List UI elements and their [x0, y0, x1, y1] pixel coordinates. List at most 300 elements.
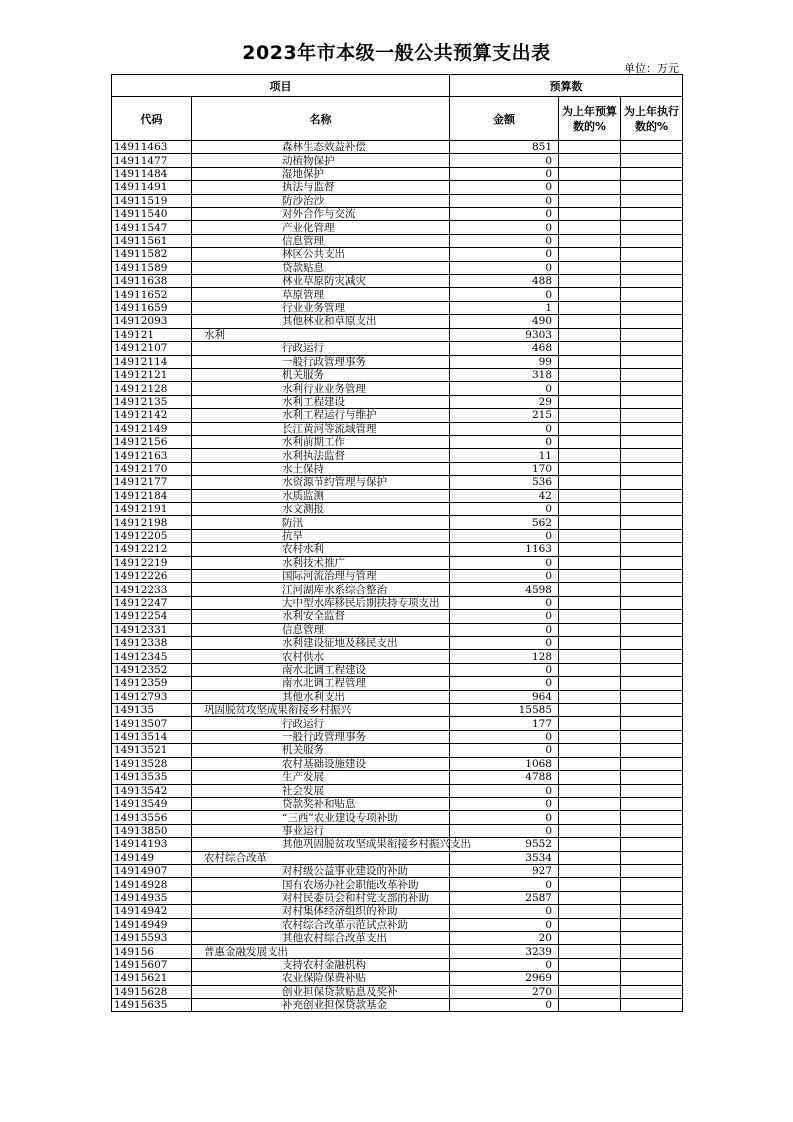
table-row: [112, 945, 683, 958]
table-row: [112, 395, 683, 408]
row-amount: 11: [450, 449, 559, 462]
row-amount: 99: [450, 355, 559, 368]
row-amount: 0: [450, 677, 559, 690]
row-name: 农村综合改革示范试点补助: [192, 918, 450, 931]
row-amount: 536: [450, 476, 559, 489]
row-pct-prev-budget: [559, 355, 621, 368]
table-row: [112, 583, 683, 596]
row-code: 14912352: [112, 663, 192, 676]
row-name: 行业业务管理: [192, 301, 450, 314]
row-pct-prev-actual: [621, 462, 683, 475]
table-row: [112, 985, 683, 998]
row-amount: 0: [450, 208, 559, 221]
row-pct-prev-budget: [559, 382, 621, 395]
row-pct-prev-budget: [559, 985, 621, 998]
row-pct-prev-budget: [559, 462, 621, 475]
row-code: 14915593: [112, 931, 192, 944]
row-name: 水质监测: [192, 489, 450, 502]
row-code: 14913556: [112, 811, 192, 824]
row-code: 14912170: [112, 462, 192, 475]
row-pct-prev-budget: [559, 516, 621, 529]
row-amount: 0: [450, 663, 559, 676]
row-pct-prev-actual: [621, 677, 683, 690]
row-name: 水资源节约管理与保护: [192, 476, 450, 489]
row-amount: 1: [450, 301, 559, 314]
row-pct-prev-budget: [559, 596, 621, 609]
row-amount: 468: [450, 342, 559, 355]
row-code: 14911463: [112, 141, 192, 154]
row-amount: 215: [450, 409, 559, 422]
table-row: [112, 690, 683, 703]
row-name: 行政运行: [192, 717, 450, 730]
row-pct-prev-actual: [621, 529, 683, 542]
row-pct-prev-actual: [621, 167, 683, 180]
row-amount: 4788: [450, 771, 559, 784]
row-pct-prev-budget: [559, 771, 621, 784]
row-pct-prev-budget: [559, 838, 621, 851]
row-pct-prev-actual: [621, 275, 683, 288]
table-row: [112, 167, 683, 180]
row-code: 14911491: [112, 181, 192, 194]
row-name: 水文测报: [192, 502, 450, 515]
row-amount: 0: [450, 824, 559, 837]
row-code: 14915621: [112, 972, 192, 985]
row-amount: 0: [450, 502, 559, 515]
table-row: [112, 301, 683, 314]
table-row: [112, 275, 683, 288]
table-body: [112, 141, 683, 1012]
row-amount: 0: [450, 261, 559, 274]
row-pct-prev-actual: [621, 154, 683, 167]
row-pct-prev-actual: [621, 449, 683, 462]
table-row: [112, 194, 683, 207]
table-row: [112, 368, 683, 381]
row-pct-prev-budget: [559, 489, 621, 502]
row-code: 14912107: [112, 342, 192, 355]
row-amount: 0: [450, 288, 559, 301]
table-row: [112, 221, 683, 234]
row-amount: 0: [450, 730, 559, 743]
row-amount: 562: [450, 516, 559, 529]
row-name: 对外合作与交流: [192, 208, 450, 221]
row-pct-prev-actual: [621, 208, 683, 221]
row-amount: 0: [450, 154, 559, 167]
row-pct-prev-budget: [559, 181, 621, 194]
header-amount: 金额: [450, 97, 559, 141]
row-pct-prev-budget: [559, 824, 621, 837]
row-name: 水土保持: [192, 462, 450, 475]
row-name: 国际河流治理与管理: [192, 570, 450, 583]
row-pct-prev-budget: [559, 234, 621, 247]
row-name: 贷款贴息: [192, 261, 450, 274]
row-code: 14915635: [112, 999, 192, 1012]
row-code: 14912198: [112, 516, 192, 529]
row-amount: 851: [450, 141, 559, 154]
table-row: [112, 476, 683, 489]
row-name: 水利建设征地及移民支出: [192, 637, 450, 650]
row-pct-prev-budget: [559, 502, 621, 515]
table-row: [112, 435, 683, 448]
row-pct-prev-budget: [559, 141, 621, 154]
row-pct-prev-actual: [621, 931, 683, 944]
row-amount: 42: [450, 489, 559, 502]
row-code: 14914935: [112, 891, 192, 904]
row-pct-prev-budget: [559, 556, 621, 569]
row-name: 国有农场办社会职能改革补助: [192, 878, 450, 891]
row-pct-prev-budget: [559, 878, 621, 891]
row-name: 贷款奖补和贴息: [192, 797, 450, 810]
row-name: 创业担保贷款贴息及奖补: [192, 985, 450, 998]
table-row: [112, 704, 683, 717]
row-pct-prev-actual: [621, 301, 683, 314]
row-code: 14912163: [112, 449, 192, 462]
row-name: 水利工程运行与维护: [192, 409, 450, 422]
row-code: 14913850: [112, 824, 192, 837]
row-name: 一般行政管理事务: [192, 355, 450, 368]
row-code: 14912793: [112, 690, 192, 703]
table-row: [112, 824, 683, 837]
row-code: 14912093: [112, 315, 192, 328]
row-amount: 1163: [450, 543, 559, 556]
row-amount: 0: [450, 596, 559, 609]
row-pct-prev-budget: [559, 342, 621, 355]
row-amount: 0: [450, 958, 559, 971]
row-pct-prev-actual: [621, 355, 683, 368]
table-row: [112, 771, 683, 784]
row-pct-prev-actual: [621, 945, 683, 958]
row-pct-prev-actual: [621, 248, 683, 261]
row-pct-prev-budget: [559, 704, 621, 717]
row-name: 农村综合改革: [192, 851, 450, 864]
row-pct-prev-budget: [559, 328, 621, 341]
table-row: [112, 905, 683, 918]
row-pct-prev-budget: [559, 717, 621, 730]
row-amount: 0: [450, 637, 559, 650]
row-code: 14912359: [112, 677, 192, 690]
table-row: [112, 663, 683, 676]
row-pct-prev-budget: [559, 368, 621, 381]
row-amount: 0: [450, 570, 559, 583]
row-pct-prev-budget: [559, 301, 621, 314]
row-code: 14912184: [112, 489, 192, 502]
row-code: 14915607: [112, 958, 192, 971]
table-row: [112, 342, 683, 355]
row-pct-prev-actual: [621, 141, 683, 154]
table-row: [112, 677, 683, 690]
table-row: [112, 261, 683, 274]
row-pct-prev-budget: [559, 167, 621, 180]
table-row: [112, 288, 683, 301]
row-amount: 0: [450, 194, 559, 207]
row-pct-prev-budget: [559, 449, 621, 462]
row-pct-prev-actual: [621, 811, 683, 824]
row-name: 南水北调工程建设: [192, 663, 450, 676]
row-pct-prev-budget: [559, 154, 621, 167]
table-row: [112, 422, 683, 435]
row-amount: 0: [450, 784, 559, 797]
row-pct-prev-actual: [621, 502, 683, 515]
row-pct-prev-budget: [559, 945, 621, 958]
row-pct-prev-actual: [621, 972, 683, 985]
row-pct-prev-actual: [621, 824, 683, 837]
row-pct-prev-actual: [621, 596, 683, 609]
row-pct-prev-budget: [559, 422, 621, 435]
row-pct-prev-budget: [559, 248, 621, 261]
row-code: 14912345: [112, 650, 192, 663]
row-amount: 0: [450, 422, 559, 435]
table-row: [112, 744, 683, 757]
row-code: 14912254: [112, 610, 192, 623]
row-name: 农村基础设施建设: [192, 757, 450, 770]
row-name: 产业化管理: [192, 221, 450, 234]
page-title: 2023年市本级一般公共预算支出表: [242, 42, 551, 64]
table-row: [112, 234, 683, 247]
row-amount: 0: [450, 918, 559, 931]
row-pct-prev-actual: [621, 864, 683, 877]
table-row: [112, 838, 683, 851]
row-pct-prev-budget: [559, 891, 621, 904]
row-code: 14912135: [112, 395, 192, 408]
row-name: 防汛: [192, 516, 450, 529]
row-pct-prev-actual: [621, 985, 683, 998]
row-name: 其他水利支出: [192, 690, 450, 703]
table-row: [112, 409, 683, 422]
row-name: 林区公共支出: [192, 248, 450, 261]
row-amount: 0: [450, 234, 559, 247]
row-pct-prev-budget: [559, 610, 621, 623]
row-pct-prev-budget: [559, 999, 621, 1012]
row-code: 14911589: [112, 261, 192, 274]
row-code: 14912205: [112, 529, 192, 542]
row-pct-prev-budget: [559, 476, 621, 489]
row-name: 对村集体经济组织的补助: [192, 905, 450, 918]
table-row: [112, 931, 683, 944]
row-amount: 270: [450, 985, 559, 998]
row-pct-prev-actual: [621, 717, 683, 730]
table-row: [112, 958, 683, 971]
header-name: 名称: [192, 97, 450, 141]
row-name: 水利安全监督: [192, 610, 450, 623]
row-amount: 0: [450, 529, 559, 542]
row-pct-prev-budget: [559, 663, 621, 676]
row-code: 14912191: [112, 502, 192, 515]
row-name: 事业运行: [192, 824, 450, 837]
row-code: 14912247: [112, 596, 192, 609]
row-code: 14914942: [112, 905, 192, 918]
row-name: 行政运行: [192, 342, 450, 355]
row-name: 水利: [192, 328, 450, 341]
row-pct-prev-actual: [621, 570, 683, 583]
row-name: “三西”农业建设专项补助: [192, 811, 450, 824]
row-pct-prev-budget: [559, 409, 621, 422]
row-pct-prev-actual: [621, 704, 683, 717]
row-pct-prev-actual: [621, 342, 683, 355]
row-code: 14911477: [112, 154, 192, 167]
row-code: 14911519: [112, 194, 192, 207]
row-code: 14913542: [112, 784, 192, 797]
row-pct-prev-budget: [559, 315, 621, 328]
row-pct-prev-budget: [559, 275, 621, 288]
row-code: 14913549: [112, 797, 192, 810]
row-pct-prev-actual: [621, 181, 683, 194]
row-pct-prev-actual: [621, 395, 683, 408]
table-row: [112, 717, 683, 730]
row-pct-prev-budget: [559, 931, 621, 944]
row-name: 动植物保护: [192, 154, 450, 167]
row-name: 生产发展: [192, 771, 450, 784]
table-row: [112, 610, 683, 623]
row-code: 149156: [112, 945, 192, 958]
table-row: [112, 449, 683, 462]
row-name: 对村级公益事业建设的补助: [192, 864, 450, 877]
row-amount: 1068: [450, 757, 559, 770]
row-code: 14912142: [112, 409, 192, 422]
row-pct-prev-actual: [621, 905, 683, 918]
table-row: [112, 757, 683, 770]
row-amount: 20: [450, 931, 559, 944]
row-amount: 0: [450, 221, 559, 234]
row-pct-prev-actual: [621, 543, 683, 556]
row-code: 14911484: [112, 167, 192, 180]
row-name: 机关服务: [192, 368, 450, 381]
row-name: 湿地保护: [192, 167, 450, 180]
row-pct-prev-budget: [559, 529, 621, 542]
row-pct-prev-actual: [621, 382, 683, 395]
row-name: 其他林业和草原支出: [192, 315, 450, 328]
row-pct-prev-actual: [621, 261, 683, 274]
row-pct-prev-actual: [621, 757, 683, 770]
row-amount: 0: [450, 744, 559, 757]
row-code: 149135: [112, 704, 192, 717]
row-pct-prev-actual: [621, 409, 683, 422]
row-pct-prev-budget: [559, 208, 621, 221]
row-name: 水利前期工作: [192, 435, 450, 448]
row-pct-prev-budget: [559, 543, 621, 556]
row-pct-prev-budget: [559, 797, 621, 810]
header-pct-prev-budget: 为上年预算数的%: [559, 97, 621, 141]
header-item: 项目: [112, 75, 450, 97]
row-name: 江河湖库水系综合整治: [192, 583, 450, 596]
row-code: 14912177: [112, 476, 192, 489]
row-code: 14914907: [112, 864, 192, 877]
row-name: 农村供水: [192, 650, 450, 663]
row-pct-prev-actual: [621, 958, 683, 971]
row-amount: 170: [450, 462, 559, 475]
row-amount: 9303: [450, 328, 559, 341]
row-name: 机关服务: [192, 744, 450, 757]
row-amount: 177: [450, 717, 559, 730]
table-row: [112, 382, 683, 395]
row-code: 14911561: [112, 234, 192, 247]
row-pct-prev-budget: [559, 261, 621, 274]
row-amount: 9552: [450, 838, 559, 851]
table-row: [112, 462, 683, 475]
table-row: [112, 355, 683, 368]
table-row: [112, 596, 683, 609]
table-row: [112, 208, 683, 221]
row-code: 14911582: [112, 248, 192, 261]
row-amount: 0: [450, 623, 559, 636]
table-row: [112, 891, 683, 904]
row-name: 水利执法监督: [192, 449, 450, 462]
row-name: 林业草原防灾减灾: [192, 275, 450, 288]
row-name: 对村民委员会和村党支部的补助: [192, 891, 450, 904]
row-amount: 0: [450, 181, 559, 194]
row-pct-prev-actual: [621, 489, 683, 502]
header-budget: 预算数: [450, 75, 683, 97]
row-pct-prev-budget: [559, 637, 621, 650]
row-name: 水利行业业务管理: [192, 382, 450, 395]
header-code: 代码: [112, 97, 192, 141]
row-pct-prev-budget: [559, 757, 621, 770]
table-row: [112, 918, 683, 931]
row-pct-prev-budget: [559, 958, 621, 971]
row-code: 14912233: [112, 583, 192, 596]
row-amount: 0: [450, 382, 559, 395]
row-pct-prev-actual: [621, 435, 683, 448]
row-pct-prev-actual: [621, 476, 683, 489]
row-amount: 0: [450, 435, 559, 448]
row-amount: 488: [450, 275, 559, 288]
row-amount: 490: [450, 315, 559, 328]
row-name: 农村水利: [192, 543, 450, 556]
row-pct-prev-actual: [621, 194, 683, 207]
table-row: [112, 556, 683, 569]
row-code: 14914949: [112, 918, 192, 931]
row-code: 14913535: [112, 771, 192, 784]
row-code: 14912114: [112, 355, 192, 368]
row-pct-prev-actual: [621, 838, 683, 851]
row-name: 一般行政管理事务: [192, 730, 450, 743]
row-pct-prev-actual: [621, 516, 683, 529]
row-name: 补充创业担保贷款基金: [192, 999, 450, 1012]
table-row: [112, 972, 683, 985]
row-code: 14912149: [112, 422, 192, 435]
row-pct-prev-budget: [559, 677, 621, 690]
row-pct-prev-actual: [621, 328, 683, 341]
row-code: 14911540: [112, 208, 192, 221]
row-name: 支持农村金融机构: [192, 958, 450, 971]
table-row: [112, 851, 683, 864]
table-row: [112, 878, 683, 891]
table-row: [112, 650, 683, 663]
table-row: [112, 248, 683, 261]
row-code: 14913507: [112, 717, 192, 730]
row-pct-prev-budget: [559, 623, 621, 636]
row-pct-prev-actual: [621, 556, 683, 569]
table-row: [112, 315, 683, 328]
row-pct-prev-budget: [559, 744, 621, 757]
row-code: 149121: [112, 328, 192, 341]
row-code: 14913528: [112, 757, 192, 770]
row-code: 14912338: [112, 637, 192, 650]
row-pct-prev-budget: [559, 918, 621, 931]
row-amount: 0: [450, 610, 559, 623]
row-code: 14912156: [112, 435, 192, 448]
row-name: 普惠金融发展支出: [192, 945, 450, 958]
row-amount: 3534: [450, 851, 559, 864]
row-pct-prev-actual: [621, 221, 683, 234]
row-pct-prev-actual: [621, 422, 683, 435]
row-code: 14911638: [112, 275, 192, 288]
row-pct-prev-actual: [621, 730, 683, 743]
row-pct-prev-budget: [559, 811, 621, 824]
row-pct-prev-actual: [621, 891, 683, 904]
row-amount: 3239: [450, 945, 559, 958]
row-pct-prev-budget: [559, 784, 621, 797]
row-code: 14915628: [112, 985, 192, 998]
row-code: 14911652: [112, 288, 192, 301]
